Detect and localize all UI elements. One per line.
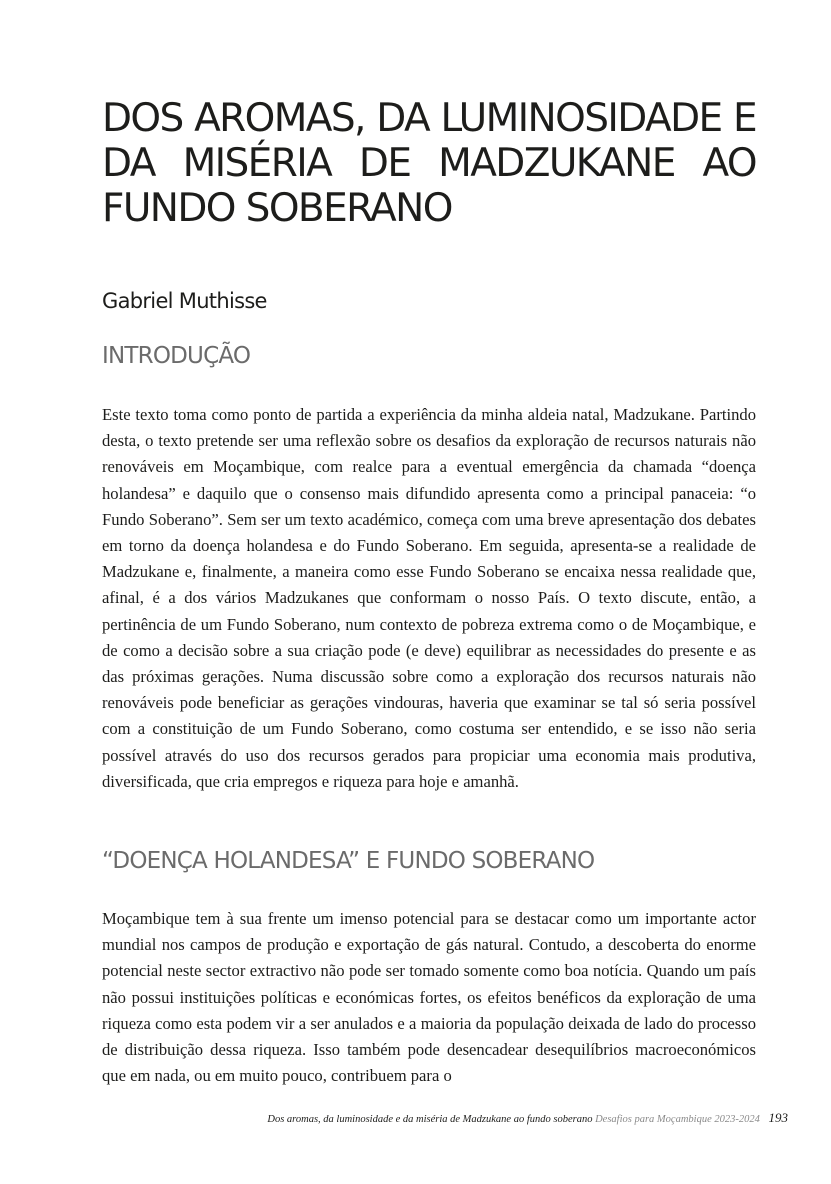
running-title: Dos aromas, da luminosidade e da miséria de Madzukane ao fundo soberano [267,1114,593,1125]
page-number: 193 [768,1110,788,1125]
author-name: Gabriel Muthisse [102,289,267,313]
section-heading-doenca-holandesa: “DOENÇA HOLANDESA” E FUNDO SOBERANO [102,848,595,874]
series-title: Desafios para Moçambique 2023-2024 [595,1114,760,1125]
page-footer [267,1110,788,1126]
body-paragraph: Moçambique tem à sua frente um imenso potencial para se destacar como um importante actor mundial nos campos de produção e exportação de gás natural. Contudo, a descoberta do enorme potencial neste sector extractivo não pode ser tomado somente como boa notícia. Quando um país não possui instituições políticas e económicas fortes, os efeitos benéficos da exploração de uma riqueza como esta podem vir a ser anulados e a maioria da população deixada de lado do processo de distribuição dessa riqueza. Isso também pode desencadear desequilíbrios macroeconómicos que em nada, ou em muito pouco, contribuem para o [102,909,756,1086]
section-heading-introducao: INTRODUÇÃO [102,343,251,369]
body-paragraph: Este texto toma como ponto de partida a experiência da minha aldeia natal, Madzukane. Partindo desta, o texto pretende ser uma reflexão sobre os desafios da exploração de recursos naturais não renováveis em Moçambique, com realce para a eventual emergência da chamada “doença holandesa” e daquilo que o consenso mais difundido apresenta como a principal panaceia: “o Fundo Soberano”. Sem ser um texto académico, começa com uma breve apresentação dos debates em torno da doença holandesa e do Fundo Soberano. Em seguida, apresenta-se a realidade de Madzukane e, finalmente, a maneira como esse Fundo Soberano se encaixa nessa realidade que, afinal, é a dos vários Madzukanes que conformam o nosso País. O texto discute, então, a pertinência de um Fundo Soberano, num contexto de pobreza extrema como o de Moçambique, e de como a decisão sobre a sua criação pode (e deve) equilibrar as necessidades do presente e as das próximas gerações. Numa discussão sobre como a exploração dos recursos naturais não renováveis pode beneficiar as gerações vindouras, haveria que examinar se tal só seria possível com a constituição de um Fundo Soberano, como costuma ser entendido, e se isso não seria possível através do uso dos recursos gerados para propiciar uma economia mais produtiva, diversificada, que cria empregos e riqueza para hoje e amanhã. [102,405,756,791]
chapter-title: DOS AROMAS, DA LUMINOSIDADE E DA MISÉRIA DE MADZUKANE AO FUNDO SOBERANO [102,96,756,231]
